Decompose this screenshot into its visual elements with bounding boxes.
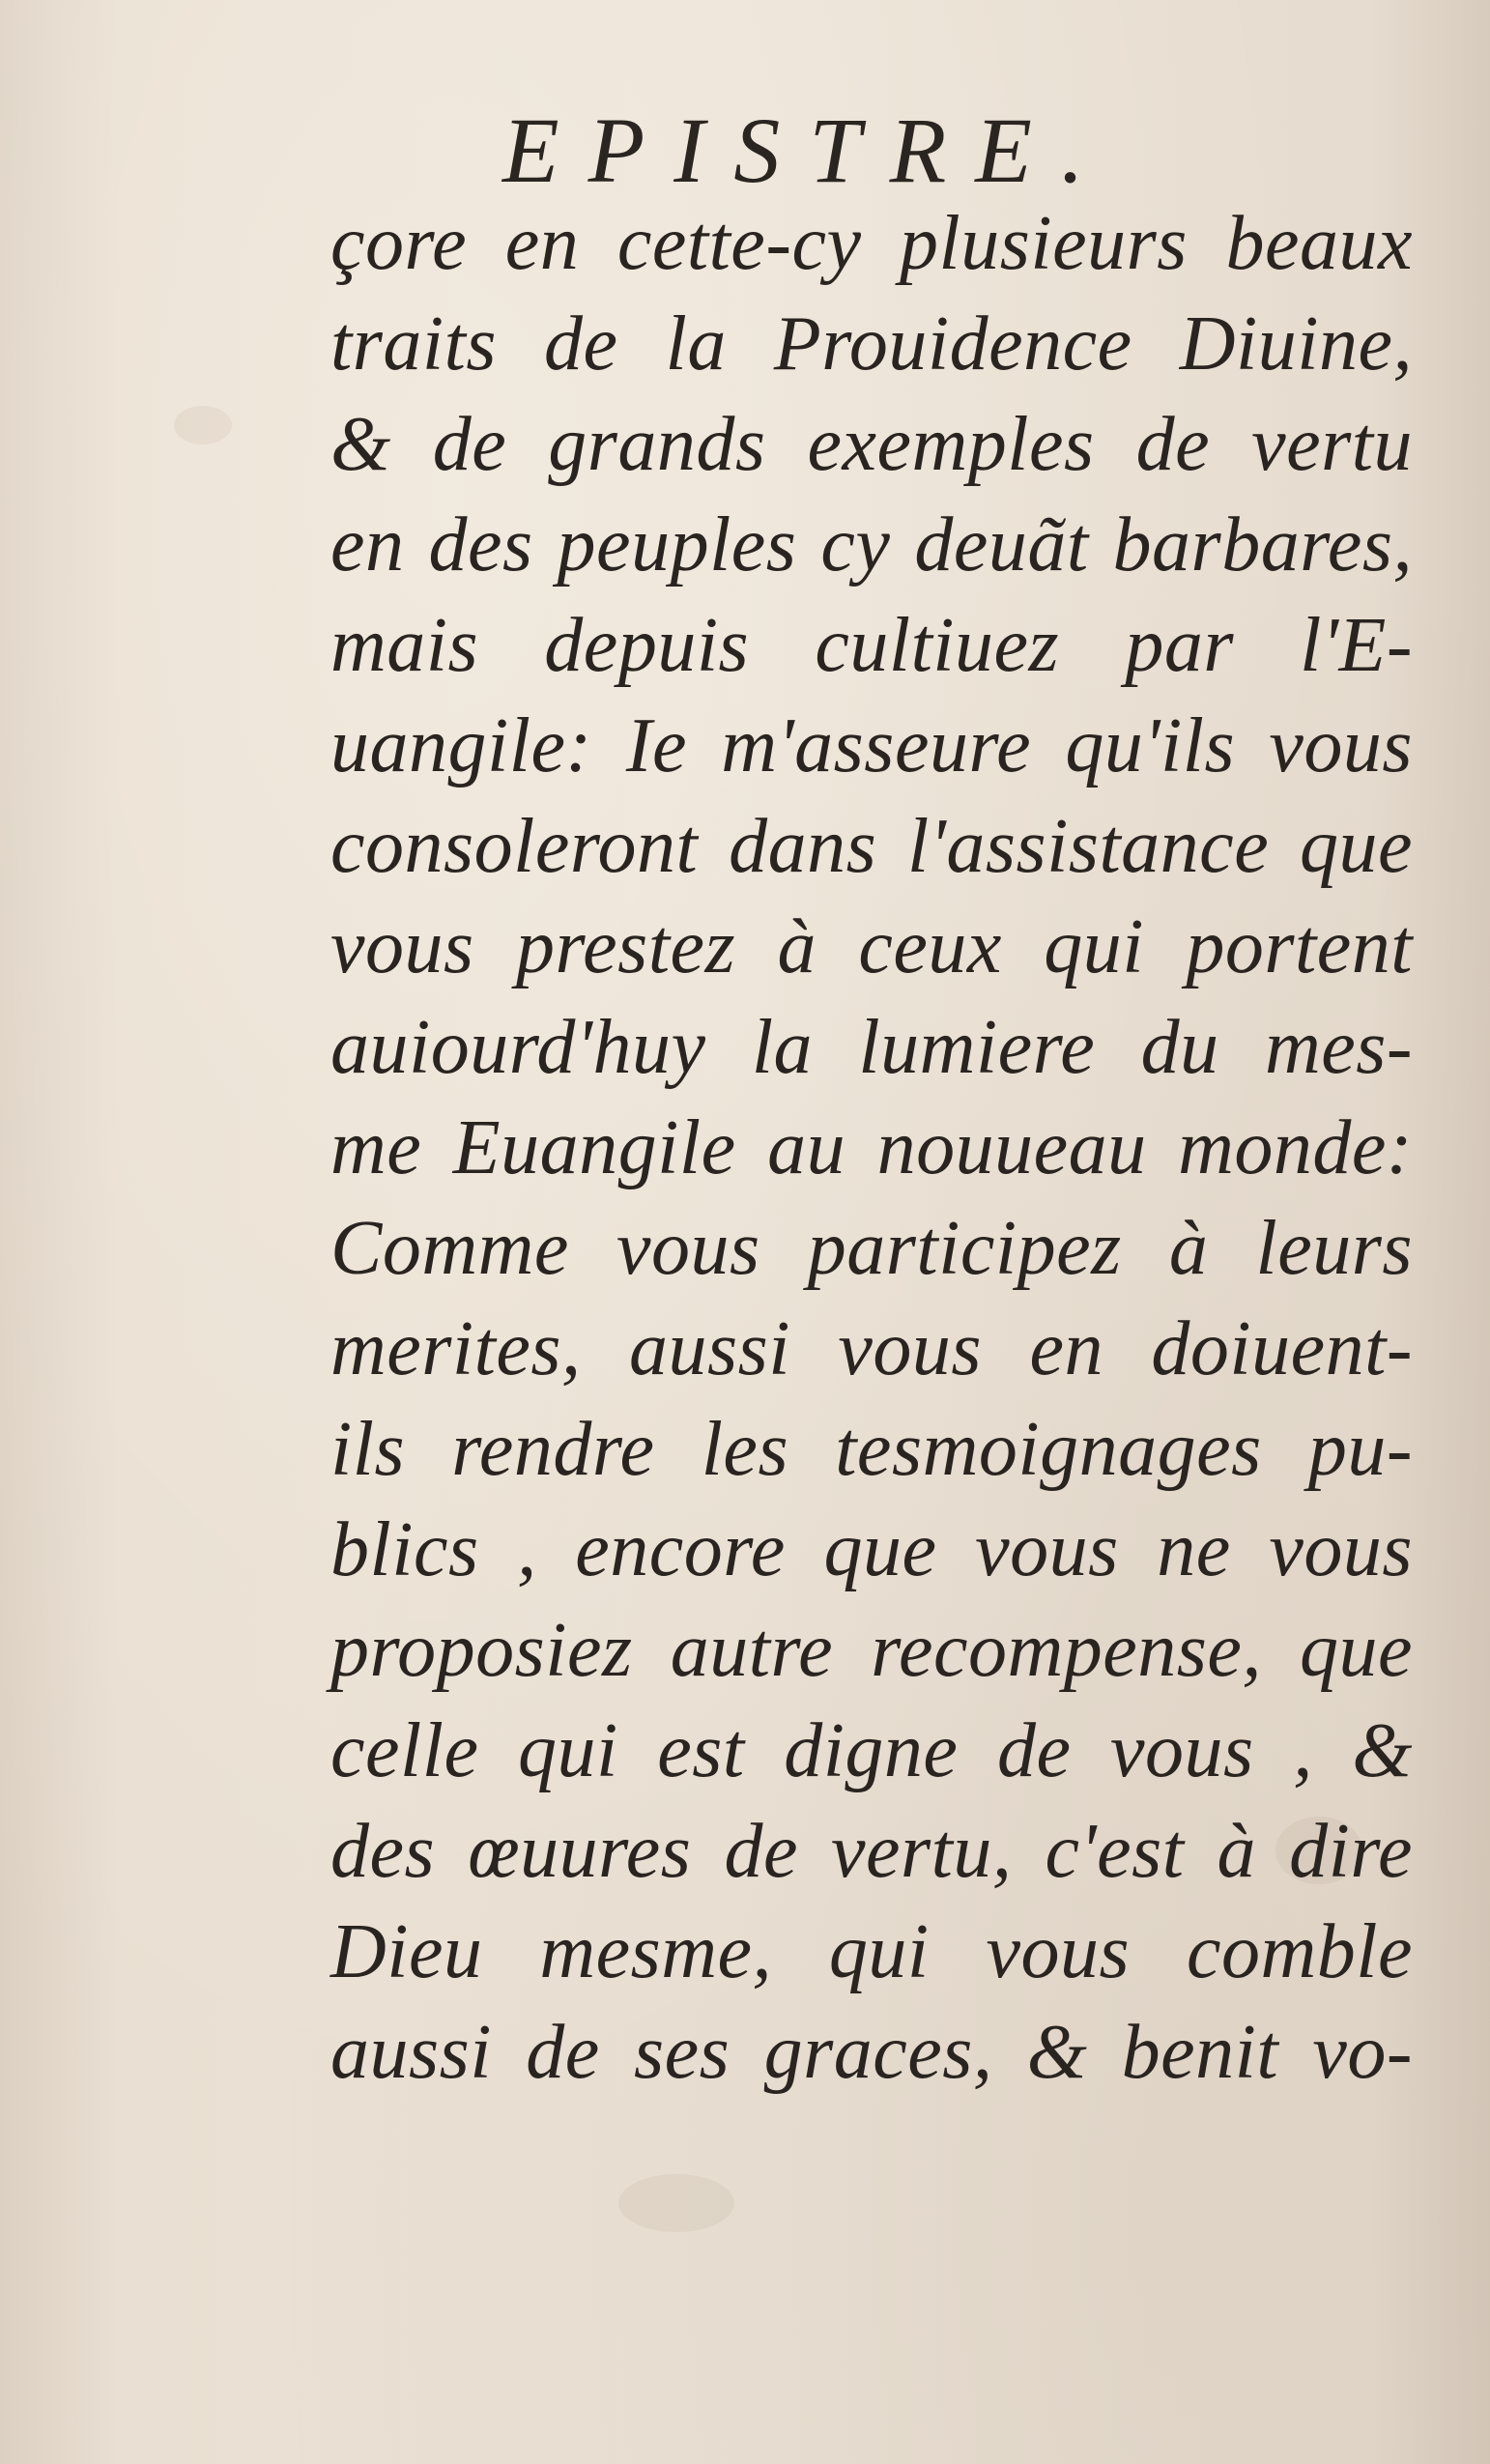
body-text xyxy=(330,193,1413,2103)
text-line: proposiez autre recompense, que xyxy=(330,1608,1413,1693)
text-line: aussi de ses graces, & benit vo- xyxy=(330,2010,1413,2095)
text-line: & de grands exemples de vertu xyxy=(330,402,1413,487)
text-line: consoleront dans l'assistance que xyxy=(330,804,1413,889)
text-line: uangile: Ie m'asseure qu'ils vous xyxy=(330,703,1413,788)
text-line: celle qui est digne de vous , & xyxy=(330,1708,1413,1793)
paper-stain xyxy=(174,406,232,444)
running-head: EPISTRE. xyxy=(502,99,1113,202)
text-line: çore en cette-cy plusieurs beaux xyxy=(330,201,1413,286)
text-line: en des peuples cy deuãt barbares, xyxy=(330,502,1413,587)
text-line: vous prestez à ceux qui portent xyxy=(330,904,1413,989)
text-line: Comme vous participez à leurs xyxy=(330,1206,1413,1291)
text-line: ils rendre les tesmoignages pu- xyxy=(330,1407,1413,1492)
text-line: blics , encore que vous ne vous xyxy=(330,1507,1413,1592)
text-line: Dieu mesme, qui vous comble xyxy=(330,1909,1413,1994)
text-line: me Euangile au nouueau monde: xyxy=(330,1105,1413,1190)
text-line: des œuures de vertu, c'est à dire xyxy=(330,1809,1413,1894)
paper-stain xyxy=(618,2174,734,2232)
text-line: traits de la Prouidence Diuine, xyxy=(330,301,1413,387)
text-line: merites, aussi vous en doiuent- xyxy=(330,1306,1413,1391)
text-line: mais depuis cultiuez par l'E- xyxy=(330,603,1413,688)
text-line: auiourd'huy la lumiere du mes- xyxy=(330,1005,1413,1090)
